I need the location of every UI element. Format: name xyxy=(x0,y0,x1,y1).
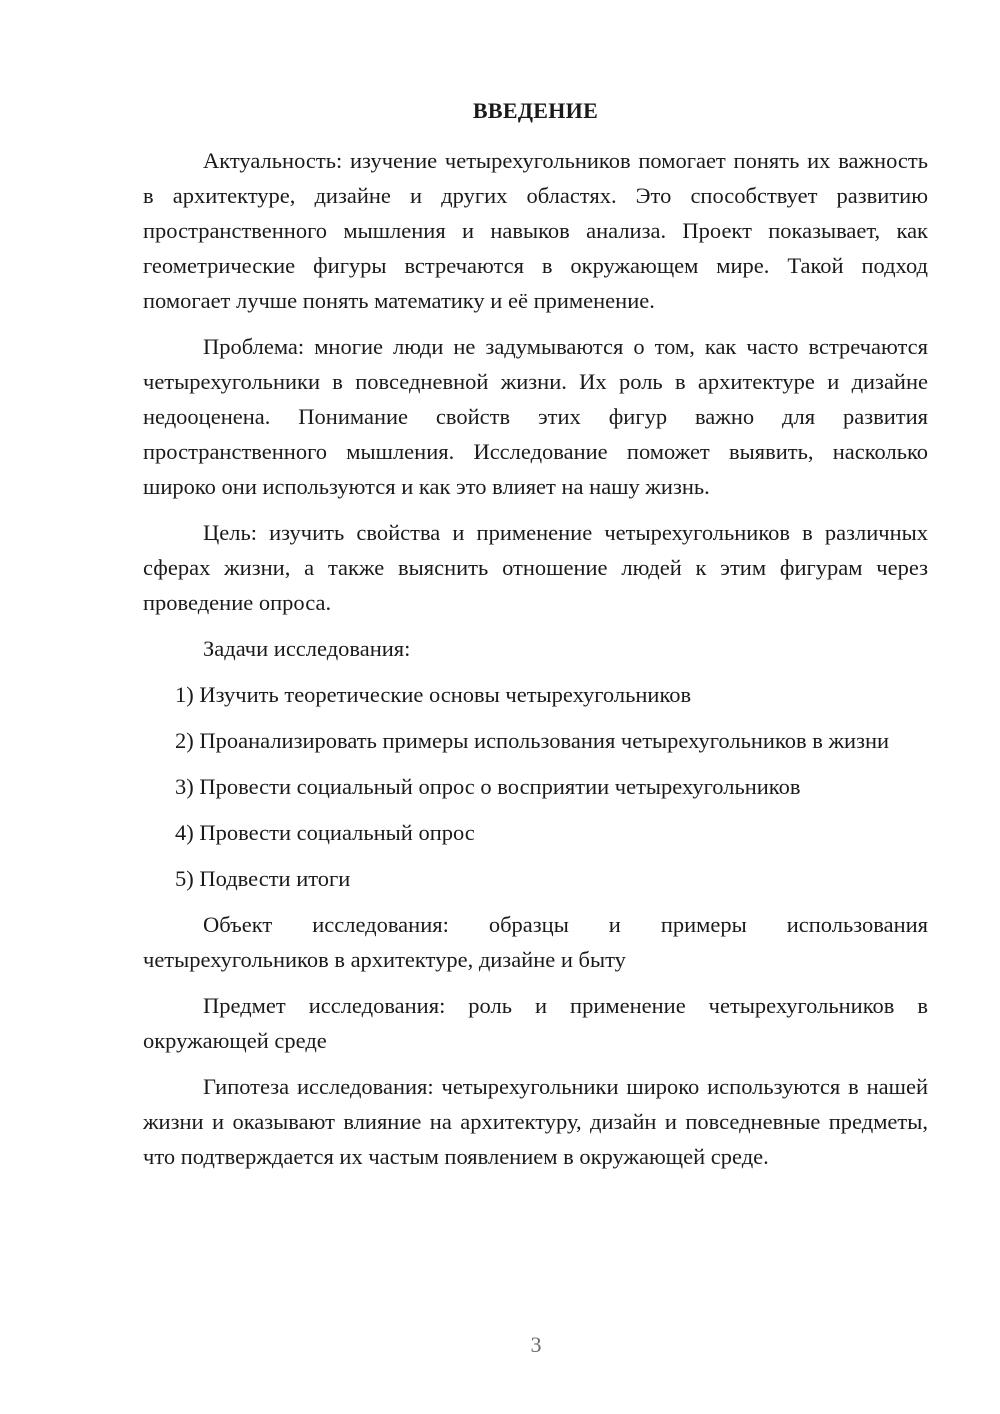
tasks-heading: Задачи исследования: xyxy=(203,636,411,661)
task-item-4: 4) Провести социальный опрос xyxy=(175,820,475,845)
paragraph-hypothesis: Гипотеза исследования: четырехугольники широко используются в нашей жизни и оказывают влияние на архитектуру, дизайн и повседневные предметы, что подтверждается их частым появлением в окружающей среде. xyxy=(143,1074,928,1169)
paragraph-object: Объект исследования: образцы и примеры использования четырехугольников в архитектуре, дизайне и быту xyxy=(143,912,928,972)
task-item-2: 2) Проанализировать примеры использования четырехугольников в жизни xyxy=(175,728,890,753)
page-content xyxy=(143,96,928,1185)
task-item-5: 5) Подвести итоги xyxy=(175,866,351,891)
paragraph-problem: Проблема: многие люди не задумываются о том, как часто встречаются четырехугольники в повседневной жизни. Их роль в архитектуре и дизайне недооценена. Понимание свойств этих фигур важно для развития пространственного мышления. Исследование поможет выявить, насколько широко они используются и как это влияет на нашу жизнь. xyxy=(143,334,928,499)
task-item-3: 3) Провести социальный опрос о восприятии четырехугольников xyxy=(175,774,801,799)
paragraph-goal: Цель: изучить свойства и применение четырехугольников в различных сферах жизни, а также выяснить отношение людей к этим фигурам через проведение опроса. xyxy=(143,520,928,615)
paragraph-subject: Предмет исследования: роль и применение четырехугольников в окружающей среде xyxy=(143,993,928,1053)
page-number: 3 xyxy=(530,1332,542,1357)
paragraph-relevance: Актуальность: изучение четырехугольников помогает понять их важность в архитектуре, дизайне и других областях. Это способствует развитию пространственного мышления и навыков анализа. Проект показывает, как геометрические фигуры встречаются в окружающем мире. Такой подход помогает лучше понять математику и её применение. xyxy=(143,148,928,313)
task-item-1: 1) Изучить теоретические основы четырехугольников xyxy=(175,682,692,707)
section-title: ВВЕДЕНИЕ xyxy=(472,98,599,123)
